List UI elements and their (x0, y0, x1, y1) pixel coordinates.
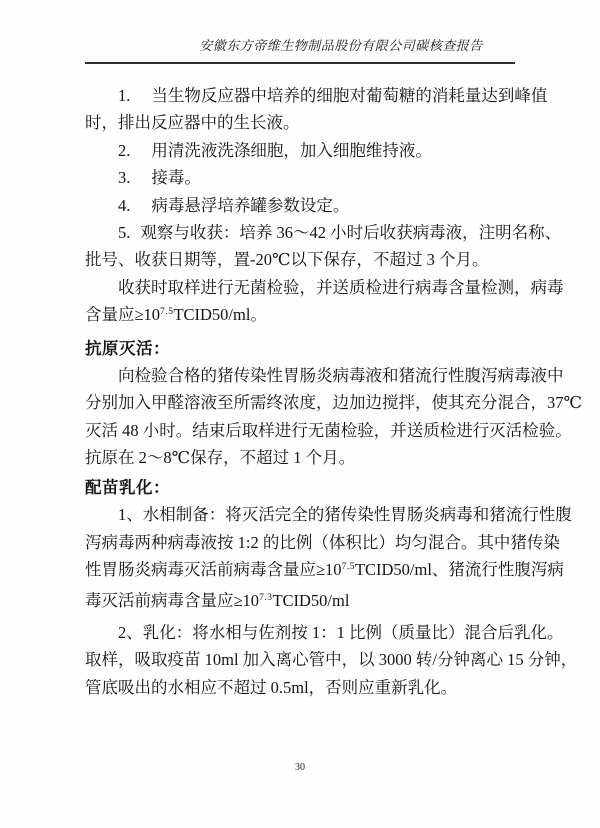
text-run: 抗原在 2～8℃保存，不超过 1 个月。 (85, 448, 356, 468)
text-run: 取样，吸取疫苗 10ml 加入离心管中，以 3000 转/分钟离心 15 分钟， (85, 650, 578, 670)
header-rule (85, 62, 515, 64)
page-header (126, 0, 556, 55)
text-run: 毒灭活前病毒含量应≥10 (85, 591, 260, 611)
text-run: 含量应≥10 (85, 305, 161, 325)
page-footer (0, 762, 600, 773)
text-run: 4. (118, 195, 131, 215)
text-run: 时，排出反应器中的生长液。 (85, 113, 300, 133)
text-line (85, 109, 515, 136)
text-run: 收获时取样进行无菌检验，并送质检进行病毒含量检测，病毒 (118, 277, 564, 297)
text-line (85, 556, 564, 587)
text-run: 配苗乳化： (85, 477, 170, 497)
superscript: 7.5 (160, 307, 174, 318)
text-run: 用清洗液洗涤细胞，加入细胞维持液。 (151, 140, 432, 160)
text-line (85, 192, 515, 219)
text-line (85, 301, 515, 332)
text-line (85, 274, 564, 301)
paragraph (85, 501, 572, 619)
heading (85, 335, 515, 362)
text-run: TCID50/ml。 (173, 305, 267, 325)
text-run: TCID50/ml (272, 591, 350, 611)
text-run: 灭活 48 小时。结束后取样进行无菌检验，并送质检进行灭活检验。 (85, 420, 572, 440)
text-run: 1、水相制备：将灭活完全的猪传染性胃肠炎病毒和猪流行性腹 (118, 505, 572, 525)
text-line (85, 137, 515, 164)
superscript: 7.5 (341, 561, 355, 572)
text-line (85, 362, 564, 389)
list-item (85, 137, 515, 164)
text-run: 向检验合格的猪传染性胃肠炎病毒液和猪流行性腹泻病毒液中 (118, 366, 564, 386)
text-line (85, 646, 578, 673)
text-run: 抗原灭活： (85, 338, 170, 358)
text-run: 2. (118, 140, 131, 160)
text-run: 1. (118, 86, 131, 105)
text-run: 2、乳化：将水相与佐剂按 1：1 比例（质量比）混合后乳化。 (118, 622, 564, 642)
text-line (85, 674, 515, 701)
text-line (85, 619, 564, 646)
paragraph (85, 274, 564, 333)
text-line (85, 389, 582, 416)
text-run: 分别加入甲醛溶液至所需终浓度，边加边搅拌，使其充分混合，37℃ (85, 393, 582, 413)
text-run: TCID50/ml、猪流行性腹泻病 (354, 559, 564, 579)
heading (85, 474, 515, 501)
page-number: 30 (295, 762, 305, 773)
list-item (85, 192, 515, 219)
paragraph (85, 619, 578, 701)
superscript: 7.3 (259, 593, 273, 604)
text-line (85, 417, 572, 444)
list-item (85, 219, 562, 274)
text-line (85, 501, 572, 528)
text-line (85, 587, 515, 618)
text-line (85, 82, 548, 109)
text-line (85, 246, 515, 273)
text-run: 批号、收获日期等，置-20℃以下保存，不超过 3 个月。 (85, 250, 489, 270)
text-run: 接毒。 (151, 168, 201, 188)
text-line (85, 219, 562, 246)
text-run: 5. (118, 223, 131, 243)
text-run: 3. (118, 168, 131, 188)
list-item (85, 82, 548, 137)
text-run: 观察与收获：培养 36～42 小时后收获病毒液，注明名称、 (140, 223, 562, 243)
text-line (85, 474, 515, 501)
text-line (85, 529, 560, 556)
text-line (85, 335, 515, 362)
text-run: 泻病毒两种病毒液按 1:2 的比例（体积比）均匀混合。其中猪传染 (85, 532, 560, 552)
text-run: 性胃肠炎病毒灭活前病毒含量应≥10 (85, 559, 342, 579)
text-run: 病毒悬浮培养罐参数设定。 (151, 195, 350, 215)
text-run: 当生物反应器中培养的细胞对葡萄糖的消耗量达到峰值 (151, 86, 548, 105)
paragraph (85, 362, 582, 472)
text-line (85, 164, 515, 191)
document-body (85, 82, 582, 701)
header-title: 安徽东方帝维生物制品股份有限公司碳核查报告 (199, 38, 483, 53)
text-line (85, 444, 515, 471)
text-run: 管底吸出的水相应不超过 0.5ml，否则应重新乳化。 (85, 677, 458, 697)
list-item (85, 164, 515, 191)
